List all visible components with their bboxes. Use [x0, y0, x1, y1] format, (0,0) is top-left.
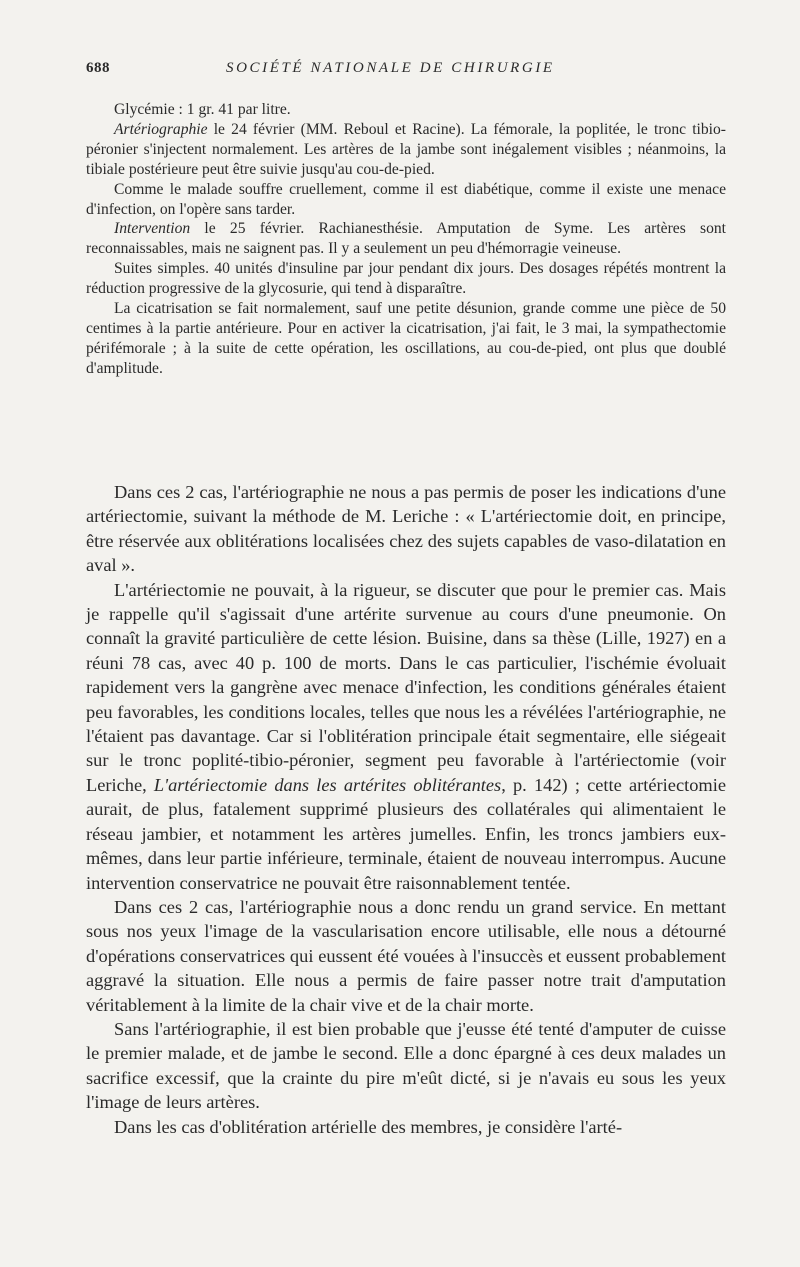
- discussion-paragraph-2: [86, 578, 726, 895]
- indication-text: Comme le malade souffre cruellement, comme il est diabétique, comme il existe une menace d'infection, on l'opère sans tarder.: [86, 180, 726, 218]
- intervention-lead: Intervention: [114, 220, 191, 238]
- discussion-paragraph-1: Dans ces 2 cas, l'artériographie ne nous a pas permis de poser les indications d'une artériectomie, suivant la méthode de M. Leriche : « L'artériectomie doit, en principe, être réservée aux oblitérations localisées chez des sujets capables de vaso-dilatation en aval ».: [86, 482, 726, 576]
- healing-text: La cicatrisation se fait normalement, sauf une petite désunion, grande comme une pièce de 50 centimes à la partie antérieure. Pour en activer la cicatrisation, j'ai fait, le 3 mai, la sympathectomie périfémorale ; à la suite de cette opération, les oscillations, au cou-de-pied, ont plus que doublé d'amplitude.: [86, 300, 726, 377]
- case-note-healing: [86, 299, 726, 379]
- glycemia-text: Glycémie : 1 gr. 41 par litre.: [114, 101, 291, 118]
- discussion-paragraph-5: Dans les cas d'oblitération artérielle des membres, je considère l'arté-: [114, 1116, 623, 1137]
- case-note-follow-up: [86, 259, 726, 299]
- page-header: [86, 60, 726, 84]
- discussion: [86, 480, 726, 1139]
- discussion-paragraph-3: Dans ces 2 cas, l'artériographie nous a donc rendu un grand service. En mettant sous nos yeux l'image de la vascularisation encore utilisable, elle nous a détourné d'opérations conservatrices qui eussent été vouées à l'insuccès et eussent probablement aggravé la situation. Elle nous a permis de faire passer notre trait d'amputation véritablement à la limite de la chair vive et de la chair morte.: [86, 896, 726, 1015]
- case-note-indication: [86, 180, 726, 220]
- arteriography-lead: Artériographie: [114, 120, 208, 138]
- case-note-arteriography: [86, 120, 726, 180]
- case-notes: [86, 100, 726, 379]
- discussion-paragraph-4: Sans l'artériographie, il est bien probable que j'eusse été tenté d'amputer de cuisse le premier malade, et de jambe le second. Elle a donc épargné à ces deux malades un sacrifice excessif, que la crainte du pire m'eût dicté, si je n'avais eu sous les yeux l'image de leurs artères.: [86, 1018, 726, 1113]
- cited-work-title: L'artériectomie dans les artérites oblitérantes: [153, 774, 502, 795]
- running-title: SOCIÉTÉ NATIONALE DE CHIRURGIE: [226, 60, 555, 76]
- arteriography-text: le 24 février (MM. Reboul et Racine). La fémorale, la poplitée, le tronc tibio-péronier s'injectent normalement. Les artères de la jambe sont inégalement visibles ; néanmoins, la tibiale postérieure peut être suivie jusqu'au cou-de-pied.: [86, 120, 726, 178]
- paragraph-2-text-after: , p. 142) ; cette artériectomie aurait, de plus, fatalement supprimé plusieurs des collatérales qui alimentaient le réseau jambier, et notamment les artères jumelles. Enfin, les troncs jambiers eux-mêmes, dans leur partie inférieure, terminale, étaient de nouveau interrompus. Aucune intervention conservatrice ne pouvait être raisonnablement tentée.: [86, 774, 726, 893]
- follow-up-text: Suites simples. 40 unités d'insuline par jour pendant dix jours. Des dosages répétés montrent la réduction progressive de la glycosurie, qui tend à disparaître.: [86, 260, 726, 298]
- intervention-text: le 25 février. Rachianesthésie. Amputation de Syme. Les artères sont reconnaissables, mais ne saignent pas. Il y a seulement un peu d'hémorragie veineuse.: [86, 220, 726, 258]
- paragraph-2-text-before: L'artériectomie ne pouvait, à la rigueur, se discuter que pour le premier cas. Mais je rappelle qu'il s'agissait d'une artérite survenue au cours d'une pneumonie. On connaît la gravité particulière de cette lésion. Buisine, dans sa thèse (Lille, 1927) en a réuni 78 cas, avec 40 p. 100 de morts. Dans le cas particulier, l'ischémie évoluait rapidement vers la gangrène avec menace d'infection, les conditions générales étaient peu favorables, les conditions locales, telles que nous les a révélées l'artériographie, ne l'étaient pas davantage. Car si l'oblitération principale était segmentaire, elle siégeait sur le tronc poplité-tibio-péronier, segment peu favorable à l'artériectomie (voir Leriche,: [86, 579, 726, 795]
- case-note-glycemia: [86, 100, 726, 120]
- case-note-intervention: [86, 219, 726, 259]
- page-number: 688: [86, 60, 110, 76]
